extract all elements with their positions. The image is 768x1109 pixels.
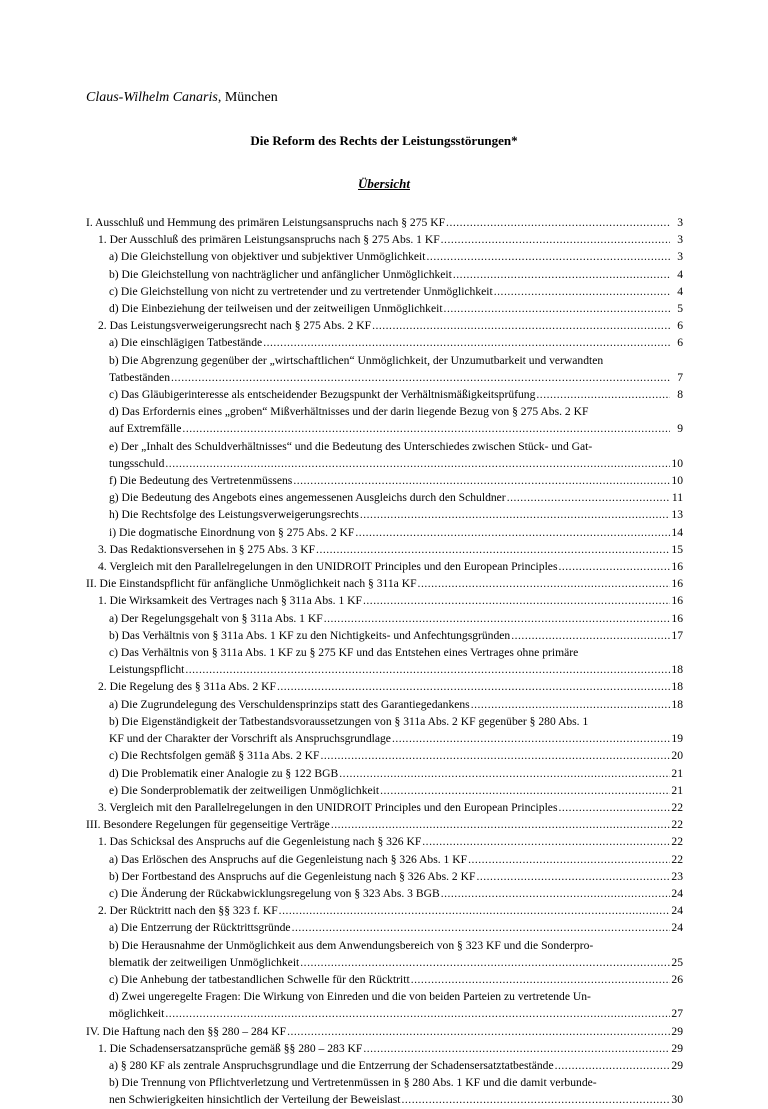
toc-page-number: 3	[677, 250, 683, 264]
toc-entry-text: g) Die Bedeutung des Angebots eines angemessenen Ausgleichs durch den Schuldner	[109, 491, 506, 505]
toc-page-number: 22	[671, 800, 683, 814]
toc-entry-text: a) Die Gleichstellung von objektiver und subjektiver Unmöglichkeit	[109, 250, 426, 264]
toc-entry-text: 2. Das Leistungsverweigerungsrecht nach § 275 Abs. 2 KF	[98, 319, 372, 333]
toc-leader-dots	[363, 592, 670, 609]
toc-entry	[86, 988, 683, 1022]
toc-entry-text-line1: d) Zwei ungeregelte Fragen: Die Wirkung von Einreden und die von beiden Parteien zu vertretende Un-	[109, 990, 591, 1004]
toc-leader-dots	[453, 266, 670, 283]
toc-leader-dots	[165, 455, 670, 472]
toc-entry-text: blematik der zeitweiligen Unmöglichkeit	[109, 955, 300, 969]
toc-entry-text: 3. Das Redaktionsversehen in § 275 Abs. 3 KF	[98, 542, 316, 556]
toc-entry	[86, 386, 683, 403]
toc-page-number: 5	[677, 302, 683, 316]
toc-entry	[86, 1040, 683, 1057]
toc-page-number: 16	[671, 611, 683, 625]
toc-entry-text: I. Ausschluß und Hemmung des primären Leistungsanspruchs nach § 275 KF	[86, 216, 446, 229]
toc-entry	[86, 541, 683, 558]
toc-entry-text: 2. Die Regelung des § 311a Abs. 2 KF	[98, 680, 276, 694]
toc-leader-dots	[372, 317, 670, 334]
toc-entry-text: e) Die Sonderproblematik der zeitweiligen Unmöglichkeit	[109, 783, 380, 797]
toc-entry	[86, 248, 683, 265]
toc-page-number: 24	[671, 904, 683, 918]
toc-entry-text-line1: b) Die Abgrenzung gegenüber der „wirtschaftlichen“ Unmöglichkeit, der Unzumutbarkeit und verwandten	[109, 353, 604, 367]
toc-leader-dots	[355, 524, 670, 541]
toc-page-number: 29	[671, 1024, 683, 1038]
toc-page-number: 6	[677, 336, 683, 350]
toc-leader-dots	[182, 420, 670, 437]
toc-leader-dots	[277, 678, 670, 695]
toc-page-number: 9	[677, 422, 683, 436]
toc-entry	[86, 1023, 683, 1040]
toc-entry	[86, 214, 683, 231]
author-name: Claus-Wilhelm Canaris	[86, 90, 218, 105]
toc-entry	[86, 1074, 683, 1108]
toc-page-number: 29	[671, 1058, 683, 1072]
toc-leader-dots	[507, 489, 670, 506]
toc-entry	[86, 868, 683, 885]
toc-page-number: 25	[671, 955, 683, 969]
toc-entry-text: a) Das Erlöschen des Anspruchs auf die Gegenleistung nach § 326 Abs. 1 KF	[109, 852, 468, 866]
toc-entry	[86, 283, 683, 300]
toc-entry-text: nen Schwierigkeiten hinsichtlich der Verteilung der Beweislast	[109, 1093, 401, 1107]
toc-entry-text: III. Besondere Regelungen für gegenseitige Verträge	[86, 818, 330, 832]
toc-leader-dots	[476, 868, 670, 885]
toc-entry	[86, 644, 683, 678]
toc-entry-text: 1. Das Schicksal des Anspruchs auf die Gegenleistung nach § 326 KF	[98, 835, 422, 849]
toc-entry	[86, 937, 683, 971]
toc-page-number: 18	[671, 697, 683, 711]
toc-entry-text: Leistungspflicht	[109, 663, 185, 677]
toc-page-number: 10	[671, 456, 683, 470]
toc-leader-dots	[263, 334, 670, 351]
toc-leader-dots	[185, 661, 670, 678]
toc-entry-text: c) Das Gläubigerinteresse als entscheidender Bezugspunkt der Verhältnismäßigkeitsprüfung	[109, 388, 536, 402]
toc-page-number: 27	[671, 1007, 683, 1021]
toc-entry-text: 4. Vergleich mit den Parallelregelungen in den UNIDROIT Principles und den European Principles	[98, 560, 558, 574]
toc-leader-dots	[287, 1023, 670, 1040]
toc-entry-text-line1: b) Die Herausnahme der Unmöglichkeit aus dem Anwendungsbereich von § 323 KF und die Sonderpro-	[109, 938, 594, 952]
toc-leader-dots	[300, 954, 670, 971]
toc-entry	[86, 506, 683, 523]
toc-page-number: 3	[677, 216, 683, 229]
toc-leader-dots	[444, 300, 670, 317]
toc-entry	[86, 610, 683, 627]
toc-entry-text: c) Die Anhebung der tatbestandlichen Schwelle für den Rücktritt	[109, 972, 410, 986]
toc-entry-text: 1. Die Schadensersatzansprüche gemäß §§ 280 – 283 KF	[98, 1041, 363, 1055]
toc-entry	[86, 885, 683, 902]
toc-leader-dots	[422, 833, 670, 850]
author-city: , München	[217, 90, 278, 105]
toc-entry-text: b) Die Gleichstellung von nachträglicher und anfänglicher Unmöglichkeit	[109, 267, 452, 281]
toc-entry	[86, 902, 683, 919]
toc-page-number: 13	[671, 508, 683, 522]
toc-page-number: 20	[671, 749, 683, 763]
toc-page-number: 19	[671, 732, 683, 746]
toc-page-number: 15	[671, 542, 683, 556]
toc-leader-dots	[446, 214, 670, 231]
toc-page-number: 7	[677, 370, 683, 384]
toc-entry-text: c) Die Gleichstellung von nicht zu vertretender und zu vertretender Unmöglichkeit	[109, 284, 493, 298]
toc-entry-text: tungsschuld	[109, 456, 165, 470]
toc-page-number: 18	[671, 663, 683, 677]
toc-leader-dots	[363, 1040, 670, 1057]
toc-entry-text: h) Die Rechtsfolge des Leistungsverweigerungsrechts	[109, 508, 359, 522]
toc-page-number: 16	[671, 594, 683, 608]
toc-leader-dots	[293, 472, 670, 489]
toc-entry	[86, 489, 683, 506]
toc-entry-text: c) Die Änderung der Rückabwicklungsregelung von § 323 Abs. 3 BGB	[109, 886, 440, 900]
toc-page-number: 4	[677, 284, 683, 298]
toc-entry	[86, 300, 683, 317]
toc-page-number: 22	[671, 818, 683, 832]
toc-entry-text: a) Der Regelungsgehalt von § 311a Abs. 1 KF	[109, 611, 323, 625]
toc-entry-text-line1: d) Das Erfordernis eines „groben“ Mißverhältnisses und der darin liegende Bezug von § 275 Abs. 2 KF	[109, 405, 589, 419]
author-line	[86, 90, 278, 106]
toc-entry-text: 3. Vergleich mit den Parallelregelungen in den UNIDROIT Principles und den European Principles	[98, 800, 558, 814]
toc-entry-text: IV. Die Haftung nach den §§ 280 – 284 KF	[86, 1024, 287, 1038]
toc-leader-dots	[418, 575, 670, 592]
toc-entry	[86, 782, 683, 799]
toc-entry-text: 1. Der Ausschluß des primären Leistungsanspruchs nach § 275 Abs. 1 KF	[98, 233, 440, 247]
toc-entry-text: b) Das Verhältnis von § 311a Abs. 1 KF zu den Nichtigkeits- und Anfechtungsgründen	[109, 628, 511, 642]
toc-page-number: 4	[677, 267, 683, 281]
toc-leader-dots	[171, 369, 670, 386]
toc-leader-dots	[511, 627, 670, 644]
toc-entry-text: Tatbeständen	[109, 370, 170, 384]
toc-entry	[86, 524, 683, 541]
toc-page-number: 6	[677, 319, 683, 333]
toc-entry	[86, 971, 683, 988]
toc-page-number: 3	[677, 233, 683, 247]
toc-entry	[86, 1057, 683, 1074]
toc-leader-dots	[331, 816, 670, 833]
document-title: Die Reform des Rechts der Leistungsstörungen*	[250, 133, 518, 148]
toc-leader-dots	[402, 1091, 671, 1108]
toc-entry-text: 2. Der Rücktritt nach den §§ 323 f. KF	[98, 904, 278, 918]
toc-entry-text: II. Die Einstandspflicht für anfängliche Unmöglichkeit nach § 311a KF	[86, 577, 417, 591]
toc-entry	[86, 231, 683, 248]
toc-leader-dots	[360, 506, 670, 523]
toc-entry	[86, 575, 683, 592]
toc-entry	[86, 765, 683, 782]
toc-entry-text: i) Die dogmatische Einordnung von § 275 Abs. 2 KF	[109, 525, 355, 539]
toc-entry-text-line1: b) Die Eigenständigkeit der Tatbestandsvoraussetzungen von § 311a Abs. 2 KF gegenüber § 280 Abs. 1	[109, 714, 589, 728]
toc-leader-dots	[558, 799, 670, 816]
toc-leader-dots	[558, 558, 670, 575]
toc-entry-text: a) Die Zugrundelegung des Verschuldensprinzips statt des Garantiegedankens	[109, 697, 470, 711]
toc-page-number: 24	[671, 921, 683, 935]
toc-entry	[86, 851, 683, 868]
toc-page-number: 24	[671, 886, 683, 900]
toc-page-number: 30	[671, 1093, 683, 1107]
toc-leader-dots	[471, 696, 670, 713]
toc-entry	[86, 352, 683, 386]
toc-page-number: 8	[677, 388, 683, 402]
overview-heading: Übersicht	[358, 176, 410, 191]
toc-page-number: 10	[671, 474, 683, 488]
toc-entry	[86, 816, 683, 833]
toc-leader-dots	[468, 851, 670, 868]
toc-page-number: 11	[671, 491, 683, 505]
toc-leader-dots	[316, 541, 670, 558]
toc-leader-dots	[441, 231, 670, 248]
toc-entry	[86, 713, 683, 747]
toc-page-number: 29	[671, 1041, 683, 1055]
toc-entry-text: d) Die Problematik einer Analogie zu § 122 BGB	[109, 766, 339, 780]
toc-entry	[86, 627, 683, 644]
toc-entry	[86, 747, 683, 764]
toc-page-number: 21	[671, 783, 683, 797]
toc-entry-text: a) Die einschlägigen Tatbestände	[109, 336, 263, 350]
toc-leader-dots	[392, 730, 670, 747]
toc-entry-text: a) § 280 KF als zentrale Anspruchsgrundlage und die Entzerrung der Schadensersatztatbestände	[109, 1058, 554, 1072]
toc-leader-dots	[441, 885, 670, 902]
toc-entry	[86, 799, 683, 816]
toc-page-number: 21	[671, 766, 683, 780]
toc-entry-text: a) Die Entzerrung der Rücktrittsgründe	[109, 921, 291, 935]
toc-entry	[86, 438, 683, 472]
toc-page-number: 16	[671, 577, 683, 591]
toc-leader-dots	[320, 747, 670, 764]
toc-entry-text: c) Die Rechtsfolgen gemäß § 311a Abs. 2 KF	[109, 749, 320, 763]
toc-entry	[86, 833, 683, 850]
toc-entry-text: möglichkeit	[109, 1007, 165, 1021]
toc-entry-text-line1: e) Der „Inhalt des Schuldverhältnisses“ und die Bedeutung des Unterschiedes zwischen Stück- und Gat-	[109, 439, 593, 453]
toc-entry-text: d) Die Einbeziehung der teilweisen und der zeitweiligen Unmöglichkeit	[109, 302, 443, 316]
toc-page-number: 23	[671, 869, 683, 883]
table-of-contents	[86, 214, 683, 1109]
toc-entry	[86, 592, 683, 609]
toc-entry-text-line1: b) Die Trennung von Pflichtverletzung und Vertretenmüssen in § 280 Abs. 1 KF und die damit verbunde-	[109, 1076, 597, 1090]
toc-leader-dots	[292, 919, 670, 936]
toc-entry-text: b) Der Fortbestand des Anspruchs auf die Gegenleistung nach § 326 Abs. 2 KF	[109, 869, 476, 883]
toc-leader-dots	[380, 782, 670, 799]
toc-entry	[86, 334, 683, 351]
toc-leader-dots	[411, 971, 670, 988]
toc-page-number: 16	[671, 560, 683, 574]
toc-leader-dots	[555, 1057, 670, 1074]
toc-entry	[86, 919, 683, 936]
toc-entry	[86, 678, 683, 695]
toc-leader-dots	[165, 1005, 670, 1022]
toc-entry-text: auf Extremfälle	[109, 422, 182, 436]
toc-entry-text: f) Die Bedeutung des Vertretenmüssens	[109, 474, 293, 488]
toc-leader-dots	[536, 386, 670, 403]
toc-entry	[86, 266, 683, 283]
toc-entry	[86, 472, 683, 489]
toc-entry	[86, 558, 683, 575]
toc-leader-dots	[494, 283, 670, 300]
toc-entry-text: 1. Die Wirksamkeit des Vertrages nach § 311a Abs. 1 KF	[98, 594, 362, 608]
toc-entry	[86, 403, 683, 437]
toc-page-number: 22	[671, 835, 683, 849]
toc-page-number: 18	[671, 680, 683, 694]
toc-leader-dots	[279, 902, 670, 919]
toc-page-number: 14	[671, 525, 683, 539]
toc-page-number: 17	[671, 628, 683, 642]
toc-leader-dots	[339, 765, 670, 782]
toc-entry	[86, 696, 683, 713]
toc-entry	[86, 317, 683, 334]
toc-page-number: 26	[671, 972, 683, 986]
toc-leader-dots	[324, 610, 670, 627]
toc-leader-dots	[427, 248, 670, 265]
toc-entry-text-line1: c) Das Verhältnis von § 311a Abs. 1 KF zu § 275 KF und das Entstehen eines Vertrages ohne primäre	[109, 646, 579, 660]
toc-entry-text: KF und der Charakter der Vorschrift als Anspruchsgrundlage	[109, 732, 391, 746]
toc-page-number: 22	[671, 852, 683, 866]
